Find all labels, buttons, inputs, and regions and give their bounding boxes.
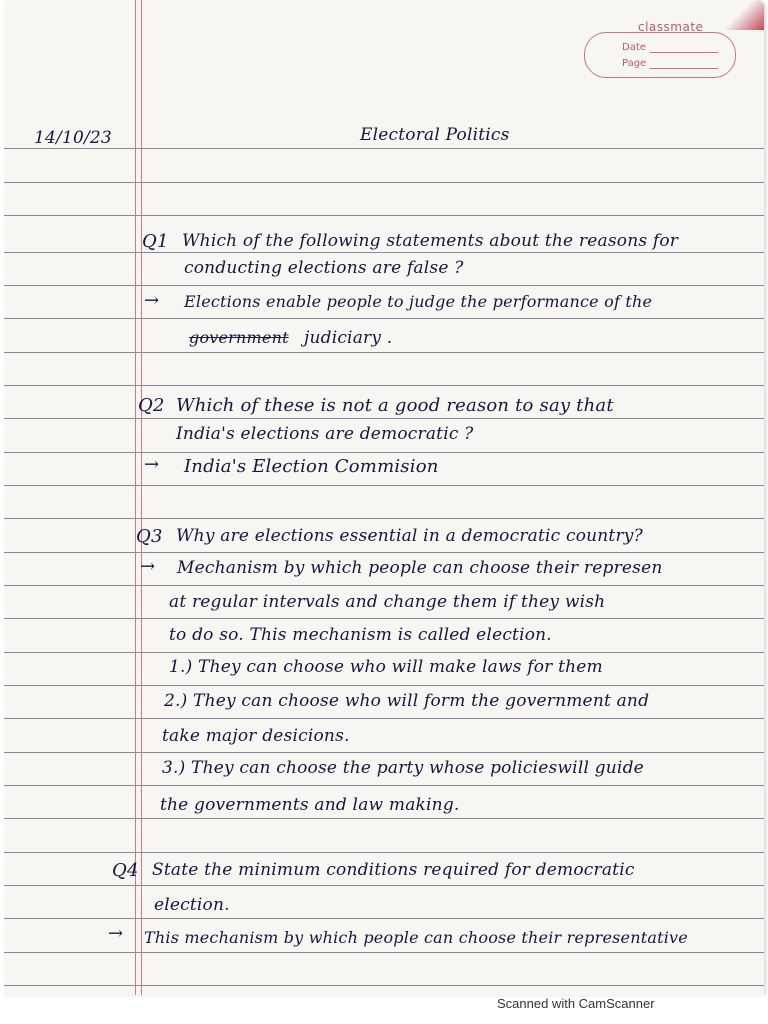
ruled-line <box>4 385 764 386</box>
ruled-line <box>4 352 764 353</box>
ruled-line <box>4 652 764 653</box>
ruled-line <box>4 518 764 519</box>
q3-answer-line-7: 3.) They can choose the party whose policieswill guide <box>162 758 644 778</box>
ruled-line <box>4 885 764 886</box>
ruled-line <box>4 485 764 486</box>
notebook-page <box>4 0 764 995</box>
ruled-line <box>4 918 764 919</box>
stamp-brand: classmate <box>638 20 704 34</box>
page-title: Electoral Politics <box>360 125 510 145</box>
q3-answer-line-1: Mechanism by which people can choose their represen <box>177 558 663 578</box>
ruled-line <box>4 148 764 149</box>
q3-answer-line-2: at regular intervals and change them if they wish <box>169 592 606 612</box>
q1-answer-end: judiciary . <box>304 328 393 348</box>
ruled-line <box>4 618 764 619</box>
q3-text-line-1: Why are elections essential in a democratic country? <box>176 526 643 546</box>
stamp-frame <box>584 32 736 78</box>
q3-answer-line-6: take major desicions. <box>162 726 350 746</box>
margin-line <box>141 0 142 995</box>
ruled-line <box>4 985 764 986</box>
q4-text-line-2: election. <box>154 895 230 915</box>
q3-answer-line-5: 2.) They can choose who will form the government and <box>164 691 650 711</box>
ruled-line <box>4 318 764 319</box>
ruled-line <box>4 952 764 953</box>
ruled-line <box>4 752 764 753</box>
stamp-page-line <box>650 68 718 69</box>
q1-number: Q1 <box>142 231 169 252</box>
q4-number: Q4 <box>112 860 139 881</box>
ruled-line <box>4 852 764 853</box>
ruled-line <box>4 718 764 719</box>
q1-answer-line-1: Elections enable people to judge the performance of the <box>184 292 653 311</box>
ruled-line <box>4 785 764 786</box>
ruled-line <box>4 818 764 819</box>
ruled-line <box>4 685 764 686</box>
q1-answer-struck: government <box>189 328 289 347</box>
q3-answer-line-8: the governments and law making. <box>160 795 460 815</box>
margin-line <box>135 0 136 995</box>
q4-text-line-1: State the minimum conditions required for democratic <box>152 860 635 880</box>
q3-answer-line-3: to do so. This mechanism is called election. <box>169 625 552 645</box>
ruled-line <box>4 285 764 286</box>
ruled-line <box>4 252 764 253</box>
q3-answer-line-4: 1.) They can choose who will make laws for them <box>169 657 603 677</box>
q3-number: Q3 <box>136 526 163 547</box>
stamp-page-label: Page <box>622 58 647 69</box>
scanner-watermark: Scanned with CamScanner <box>497 996 655 1011</box>
classmate-stamp <box>578 20 748 82</box>
q4-answer-line-1: This mechanism by which people can choose their representative <box>144 928 688 947</box>
ruled-line <box>4 585 764 586</box>
page-date: 14/10/23 <box>34 128 112 148</box>
q2-number: Q2 <box>138 395 165 416</box>
q2-text-line-2: India's elections are democratic ? <box>176 424 474 444</box>
q2-text-line-1: Which of these is not a good reason to say that <box>176 395 614 416</box>
arrow-icon: → <box>144 454 160 475</box>
arrow-icon: → <box>108 923 124 944</box>
ruled-line <box>4 182 764 183</box>
stamp-date-line <box>650 52 718 53</box>
q1-text-line-1: Which of the following statements about the reasons for <box>182 231 679 251</box>
q1-text-line-2: conducting elections are false ? <box>184 258 464 278</box>
ruled-line <box>4 418 764 419</box>
arrow-icon: → <box>140 556 156 577</box>
q2-answer-line-1: India's Election Commision <box>184 456 439 477</box>
stamp-date-label: Date <box>622 42 646 53</box>
ruled-line <box>4 552 764 553</box>
ruled-line <box>4 452 764 453</box>
ruled-line <box>4 215 764 216</box>
arrow-icon: → <box>144 290 160 311</box>
